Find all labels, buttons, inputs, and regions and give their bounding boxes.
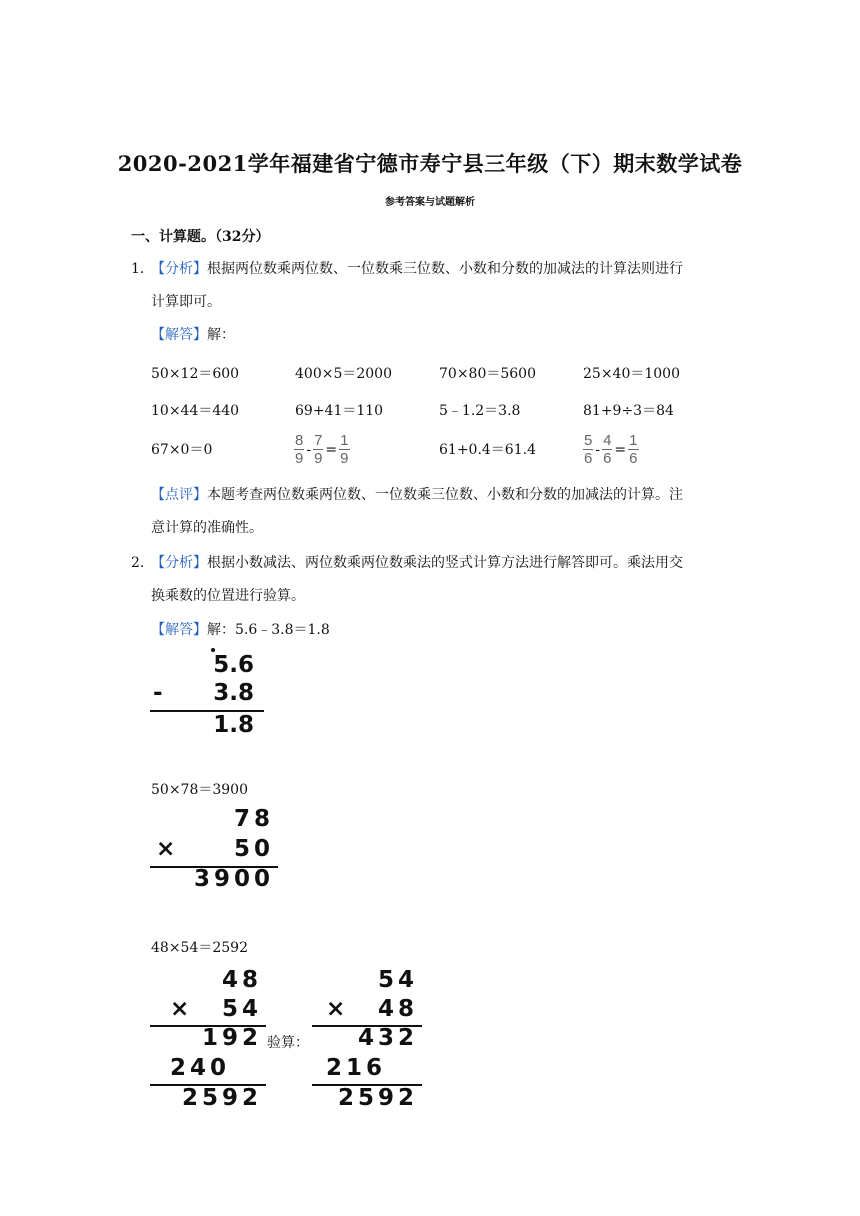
- times-sign: ×: [170, 996, 194, 1022]
- multiplier: 54: [221, 996, 262, 1022]
- answer-line: [151, 325, 235, 345]
- fraction: $\frac{7}{9}$: [314, 432, 323, 467]
- multiplier: 48: [377, 996, 418, 1022]
- vertical-multiplication-check: [312, 967, 422, 1117]
- vertical-multiplication: [150, 967, 266, 1117]
- product: 3900: [193, 866, 274, 892]
- times-sign: ×: [156, 836, 180, 862]
- equation: 50×12＝600: [151, 366, 240, 382]
- analysis-text-cont: 计算即可。: [151, 294, 221, 310]
- equation: 69+41＝110: [295, 403, 384, 419]
- equation: 81+9÷3＝84: [583, 403, 674, 419]
- equation: 48×54＝2592: [151, 940, 248, 956]
- partial-product: 240: [170, 1055, 231, 1081]
- operator: -: [595, 441, 601, 458]
- question-number: 1．: [131, 261, 154, 277]
- minus-sign: -: [153, 680, 163, 706]
- fraction: $\frac{5}{6}$: [584, 432, 593, 467]
- page-title: 2020-2021学年福建省宁德市寿宁县三年级（下）期末数学试卷: [117, 151, 743, 176]
- multiplier: 50: [233, 836, 274, 862]
- vertical-subtraction: [150, 648, 264, 738]
- equation: 61+0.4＝61.4: [439, 442, 536, 458]
- fraction-equation: [294, 432, 350, 467]
- equation: 25×40＝1000: [583, 366, 680, 382]
- analysis-tag: 【分析】: [151, 261, 207, 277]
- equation: 67×0＝0: [151, 442, 213, 458]
- equation: 5﹣1.2＝3.8: [439, 403, 521, 419]
- comment-text: 本题考查两位数乘两位数、一位数乘三位数、小数和分数的加减法的计算。注: [207, 487, 683, 503]
- analysis-line: [151, 553, 683, 573]
- answer-line: [151, 620, 330, 640]
- multiplicand: 54: [377, 967, 418, 993]
- vertical-multiplication: [150, 806, 278, 896]
- comment-text-cont: 意计算的准确性。: [151, 520, 263, 536]
- analysis-text: 根据小数减法、两位数乘两位数乘法的竖式计算方法进行解答即可。乘法用交: [207, 555, 683, 571]
- difference: 1.8: [213, 712, 254, 738]
- equation: 50×78＝3900: [151, 782, 248, 798]
- partial-product: 216: [326, 1055, 387, 1081]
- analysis-line: [151, 259, 683, 279]
- page-subtitle: 参考答案与试题解析: [385, 197, 475, 208]
- question-number: 2．: [131, 555, 154, 571]
- equation: 70×80＝5600: [439, 366, 536, 382]
- product: 2592: [181, 1085, 262, 1111]
- minuend: 5.6: [213, 652, 254, 678]
- product: 2592: [337, 1085, 418, 1111]
- analysis-tag: 【分析】: [151, 555, 207, 571]
- partial-product: 432: [357, 1025, 418, 1051]
- answer-prefix: 解：: [207, 327, 235, 343]
- answer-tag: 【解答】: [151, 327, 207, 343]
- times-sign: ×: [326, 996, 350, 1022]
- fraction: $\frac{1}{9}$: [340, 432, 349, 467]
- fraction: $\frac{1}{6}$: [629, 432, 638, 467]
- multiplicand: 78: [233, 806, 274, 832]
- analysis-text: 根据两位数乘两位数、一位数乘三位数、小数和分数的加减法的计算法则进行: [207, 261, 683, 277]
- answer-tag: 【解答】: [151, 622, 207, 638]
- analysis-text-cont: 换乘数的位置进行验算。: [151, 588, 305, 604]
- equation: 400×5＝2000: [295, 366, 392, 382]
- comment-tag: 【点评】: [151, 487, 207, 503]
- fraction: $\frac{4}{6}$: [603, 432, 612, 467]
- comment-line: [151, 485, 683, 505]
- partial-product: 192: [201, 1025, 262, 1051]
- equals-sign: =: [325, 441, 338, 458]
- section-heading: 一、计算题。（32分）: [131, 229, 270, 245]
- equation: 10×44＝440: [151, 403, 240, 419]
- multiplicand: 48: [221, 967, 262, 993]
- equals-sign: =: [614, 441, 627, 458]
- operator: -: [306, 441, 312, 458]
- subtrahend: 3.8: [213, 680, 254, 706]
- fraction-equation: [583, 432, 639, 467]
- answer-text: 解：5.6﹣3.8＝1.8: [207, 622, 330, 638]
- fraction: $\frac{8}{9}$: [295, 432, 304, 467]
- check-label: 验算：: [267, 1035, 309, 1051]
